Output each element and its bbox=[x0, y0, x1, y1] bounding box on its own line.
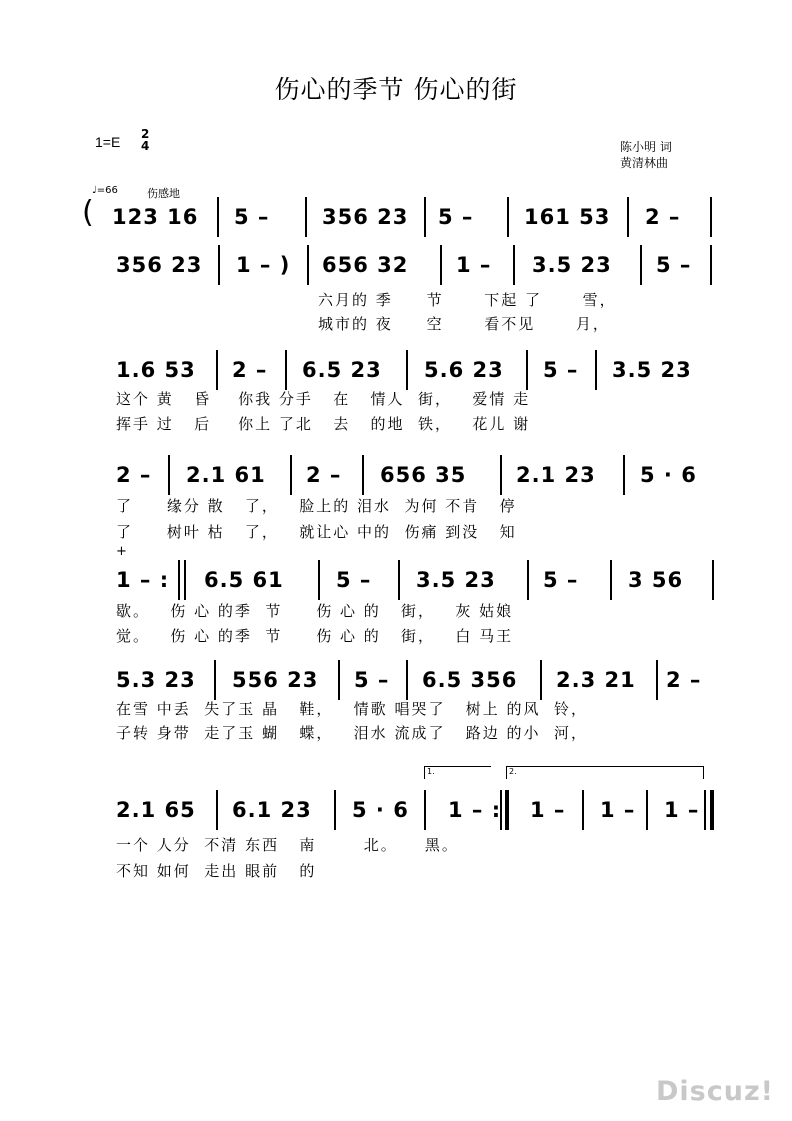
lyrics-verse-1: 六月的 季 节 下起 了 雪， bbox=[318, 291, 617, 309]
lyrics-verse-2: 子转 身带 走了玉 蝴 蝶， 泪水 流成了 路边 的小 河， bbox=[116, 724, 589, 742]
lyrics-verse-2: 城市的 夜 空 看不见 月， bbox=[318, 315, 610, 333]
barline bbox=[526, 350, 528, 390]
barline bbox=[318, 560, 320, 600]
barline bbox=[712, 560, 714, 600]
barline bbox=[398, 560, 400, 600]
lyricist: 陈小明 词 bbox=[620, 140, 672, 154]
barline bbox=[362, 455, 364, 495]
barline bbox=[218, 245, 220, 285]
barline bbox=[610, 560, 612, 600]
barline bbox=[307, 245, 309, 285]
barline bbox=[214, 660, 216, 700]
barline bbox=[406, 660, 408, 700]
measure: 5 – bbox=[336, 568, 372, 592]
barline bbox=[290, 455, 292, 495]
measure: 5 – bbox=[656, 253, 692, 277]
barline bbox=[424, 197, 426, 237]
lyrics-verse-1: 这个 黄 昏 你我 分手 在 情人 街， 爱情 走 bbox=[116, 390, 531, 408]
measure: 2.1 65 bbox=[116, 798, 196, 822]
barline bbox=[595, 350, 597, 390]
lyrics-verse-2: 挥手 过 后 你上 了北 去 的地 铁， 花儿 谢 bbox=[116, 415, 531, 433]
barline bbox=[710, 197, 712, 237]
measure: 2.3 21 bbox=[556, 668, 636, 692]
measure: 656 35 bbox=[380, 463, 467, 487]
repeat-barline bbox=[500, 790, 502, 830]
final-barline bbox=[710, 790, 714, 830]
time-top: 2 bbox=[141, 127, 150, 141]
barline bbox=[440, 245, 442, 285]
measure: 2 – bbox=[666, 668, 702, 692]
barline bbox=[338, 660, 340, 700]
measure: 6.1 23 bbox=[232, 798, 312, 822]
barline bbox=[627, 197, 629, 237]
barline bbox=[710, 245, 712, 285]
measure: 556 23 bbox=[232, 668, 319, 692]
measure: 2.1 23 bbox=[516, 463, 596, 487]
time-signature bbox=[141, 128, 149, 152]
barline bbox=[216, 350, 218, 390]
measure: 6.5 61 bbox=[204, 568, 284, 592]
measure: 1 – bbox=[600, 798, 636, 822]
barline bbox=[305, 197, 307, 237]
lyrics-verse-1: 了 缘分 散 了， 脸上的 泪水 为何 不肯 停 bbox=[116, 497, 517, 515]
measure: 6.5 23 bbox=[302, 358, 382, 382]
key-signature: 1=E bbox=[95, 134, 121, 150]
lyrics-verse-2: 觉。 伤 心 的季 节 伤 心 的 街， 白 马王 bbox=[116, 627, 514, 645]
lyrics-verse-1: 在雪 中丢 失了玉 晶 鞋， 情歌 唱哭了 树上 的风 铃， bbox=[116, 700, 589, 718]
measure: 123 16 bbox=[112, 205, 199, 229]
barline bbox=[656, 660, 658, 700]
barline bbox=[527, 560, 529, 600]
barline bbox=[513, 245, 515, 285]
measure: 5 – bbox=[234, 205, 270, 229]
measure: 1 – : bbox=[448, 798, 502, 822]
volta-1: 1. bbox=[424, 766, 491, 779]
measure: 1 – bbox=[456, 253, 492, 277]
repeat-barline bbox=[178, 560, 180, 600]
barline bbox=[507, 197, 509, 237]
repeat-paren: ( bbox=[82, 195, 94, 230]
barline bbox=[216, 790, 218, 830]
measure: 356 23 bbox=[116, 253, 203, 277]
barline bbox=[582, 790, 584, 830]
barline bbox=[704, 790, 706, 830]
measure: 2 – bbox=[116, 463, 152, 487]
expression-mark: 伤感地 bbox=[147, 187, 180, 200]
measure: 161 53 bbox=[524, 205, 611, 229]
barline bbox=[424, 790, 426, 830]
watermark-logo: Discuz! bbox=[656, 1076, 774, 1107]
measure: 6.5 356 bbox=[422, 668, 518, 692]
measure: 3.5 23 bbox=[416, 568, 496, 592]
lyrics-verse-2: 了 树叶 枯 了， 就让心 中的 伤痛 到没 知 bbox=[116, 523, 517, 541]
measure: 5 · 6 bbox=[640, 463, 697, 487]
measure: 656 32 bbox=[322, 253, 409, 277]
barline bbox=[334, 790, 336, 830]
measure: 5 – bbox=[354, 668, 390, 692]
time-bottom: 4 bbox=[141, 139, 150, 153]
measure: 2 – bbox=[232, 358, 268, 382]
song-title: 伤心的季节 伤心的街 bbox=[274, 75, 518, 104]
barline bbox=[646, 790, 648, 830]
measure: 2 – bbox=[306, 463, 342, 487]
measure: 356 23 bbox=[322, 205, 409, 229]
measure: 3.5 23 bbox=[612, 358, 692, 382]
repeat-barline bbox=[184, 560, 186, 600]
segno-mark: + bbox=[116, 544, 127, 559]
volta-2: 2. bbox=[506, 766, 704, 779]
measure: 5 – bbox=[438, 205, 474, 229]
tempo-mark: ♩=66 bbox=[92, 185, 118, 196]
measure: 1.6 53 bbox=[116, 358, 196, 382]
measure: 1 – bbox=[530, 798, 566, 822]
measure: 5 · 6 bbox=[352, 798, 409, 822]
barline bbox=[406, 350, 408, 390]
barline bbox=[623, 455, 625, 495]
measure: 5.3 23 bbox=[116, 668, 196, 692]
composer: 黄清林曲 bbox=[620, 156, 669, 170]
measure: 2.1 61 bbox=[186, 463, 266, 487]
measure: 5.6 23 bbox=[424, 358, 504, 382]
barline bbox=[217, 197, 219, 237]
lyrics-verse-2: 不知 如何 走出 眼前 的 bbox=[116, 862, 317, 880]
barline bbox=[168, 455, 170, 495]
measure: 5 – bbox=[543, 358, 579, 382]
barline bbox=[640, 245, 642, 285]
measure: 1 – : bbox=[116, 568, 170, 592]
lyrics-verse-1: 歇。 伤 心 的季 节 伤 心 的 街， 灰 姑娘 bbox=[116, 602, 514, 620]
measure: 3 56 bbox=[628, 568, 684, 592]
measure: 5 – bbox=[543, 568, 579, 592]
measure: 1 – ) bbox=[236, 253, 291, 277]
barline bbox=[285, 350, 287, 390]
measure: 2 – bbox=[645, 205, 681, 229]
measure: 1 – bbox=[664, 798, 700, 822]
barline bbox=[540, 660, 542, 700]
lyrics-verse-1: 一个 人分 不清 东西 南 北。 黑。 bbox=[116, 836, 459, 854]
repeat-barline bbox=[505, 790, 509, 830]
measure: 3.5 23 bbox=[532, 253, 612, 277]
barline bbox=[500, 455, 502, 495]
